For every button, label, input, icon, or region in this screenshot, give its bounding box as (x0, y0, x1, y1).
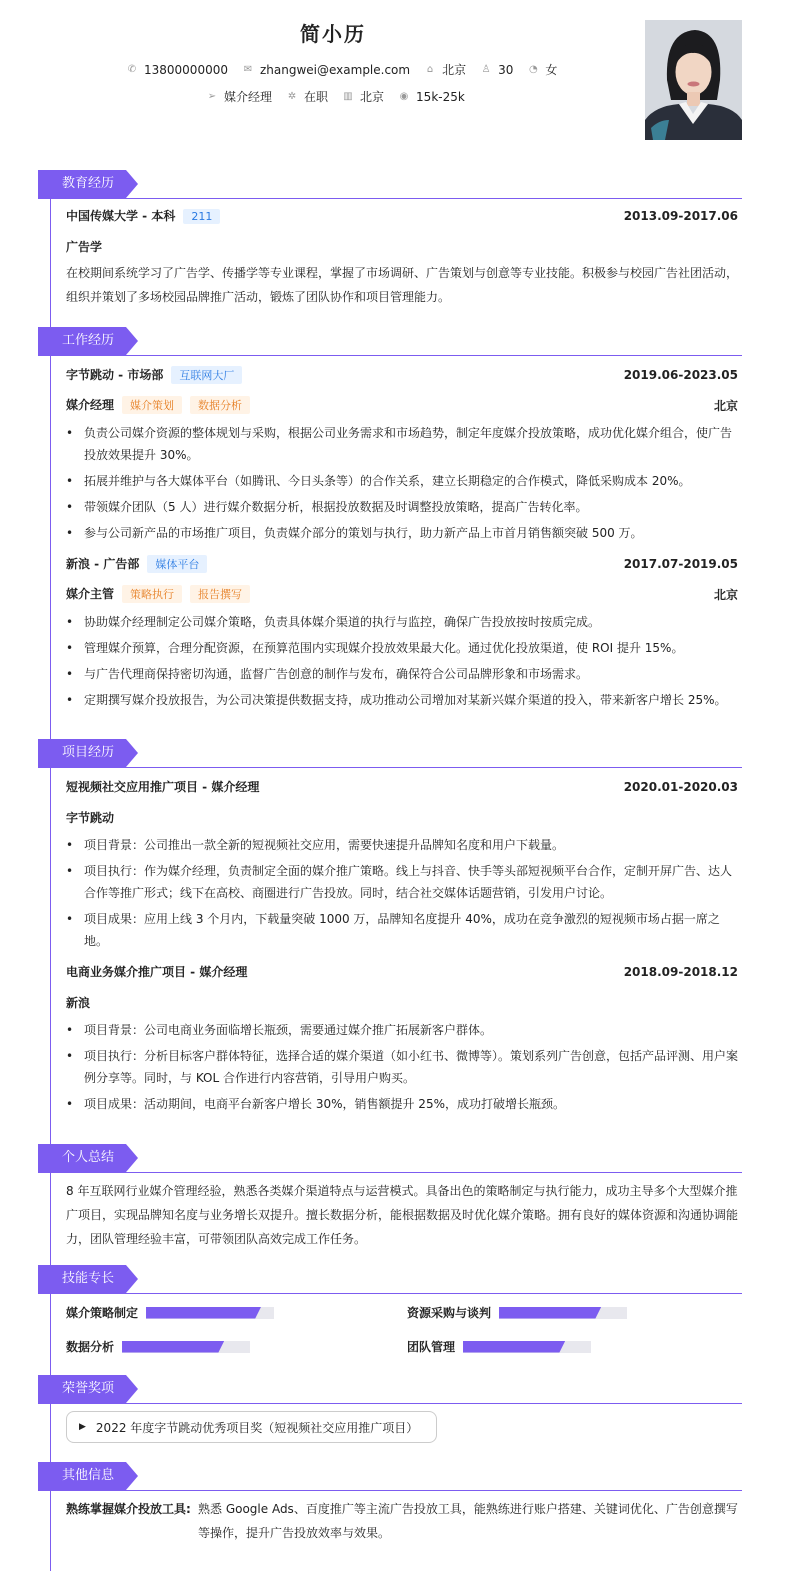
work-bullet: • 负责公司媒介资源的整体规划与采购，根据公司业务需求和市场趋势，制定年度媒介投放策略，成功优化媒介组合，使广告投放效果提升 30%。 (66, 422, 738, 466)
work-bullet: • 定期撰写媒介投放报告，为公司决策提供数据支持，成功推动公司增加对某新兴媒介渠道的投入，带来新客户增长 25%。 (66, 689, 738, 711)
education-major: 广告学 (66, 240, 103, 254)
home-icon: ⌂ (426, 63, 434, 75)
education-school: 中国传媒大学 - 本科 (66, 209, 176, 223)
others-text: 熟悉 Google Ads、百度推广等主流广告投放工具，能熟练进行账户搭建、关键词优化、广告创意撰写等操作，提升广告投放效率与效果。 (198, 1502, 738, 1540)
section-divider (38, 1490, 742, 1491)
skill-item (407, 1304, 627, 1321)
work-company: 字节跳动 - 市场部 (66, 368, 164, 382)
age-item (480, 63, 513, 77)
education-date: 2013.09-2017.06 (623, 208, 738, 223)
age-icon: ♙ (481, 63, 491, 75)
project-bullet: • 项目背景：公司推出一款全新的短视频社交应用，需要快速提升品牌知名度和用户下载量。 (66, 834, 738, 856)
work-role: 媒介经理 (66, 398, 115, 412)
project-bullet: • 项目成果：活动期间，电商平台新客户增长 30%，销售额提升 25%，成功打破增长瓶颈。 (66, 1093, 738, 1115)
project-bullet: • 项目执行：分析目标客户群体特征，选择合适的媒介渠道（如小红书、微博等）。策划系列广告创意，包括产品评测、用户案例分享等。同时，与 KOL 合作进行内容营销，引导用户购买。 (66, 1045, 738, 1089)
project-date: 2018.09-2018.12 (623, 964, 738, 979)
portrait-illustration (645, 20, 742, 140)
salary-value: 15k-25k (416, 89, 465, 104)
work-bullet: • 管理媒介预算，合理分配资源，在预算范围内实现媒介投放效果最大化。通过优化投放渠道，使 ROI 提升 15%。 (66, 637, 738, 659)
work-city: 北京 (713, 398, 738, 413)
location-item (424, 61, 466, 78)
salary-icon: ◉ (399, 90, 409, 102)
work-role-row (66, 396, 738, 414)
work-bullet: • 拓展并维护与各大媒体平台（如腾讯、今日头条等）的合作关系，建立长期稳定的合作模式，降低采购成本 20%。 (66, 470, 738, 492)
city-value: 北京 (360, 90, 385, 104)
timeline-line (50, 186, 51, 1571)
skill-name: 媒介策略制定 (66, 1306, 139, 1320)
work-company: 新浪 - 广告部 (66, 557, 140, 571)
skill-bar-fill (463, 1341, 565, 1353)
work-role-wrap (66, 396, 250, 414)
project-bullet: • 项目执行：作为媒介经理，负责制定全面的媒介推广策略。线上与抖音、快手等头部短视频平台合作，定制开屏广告、达人合作等推广形式；线下在高校、商圈进行广告投放。同时，结合社交媒体话题营销，引发用户讨论。 (66, 860, 738, 904)
work-date: 2017.07-2019.05 (623, 557, 738, 571)
skill-bar-fill (122, 1341, 224, 1353)
project-bullets (66, 1019, 738, 1115)
education-header (66, 207, 738, 224)
project-header (66, 778, 738, 795)
work-header (66, 555, 738, 573)
location-value: 北京 (442, 63, 467, 77)
work-role-wrap (66, 585, 250, 603)
work-bullet: • 与广告代理商保持密切沟通，监督广告创意的制作与发布，确保符合公司品牌形象和市场需求。 (66, 663, 738, 685)
project-bullet: • 项目背景：公司电商业务面临增长瓶颈，需要通过媒介推广拓展新客户群体。 (66, 1019, 738, 1041)
age-value: 30 (498, 62, 514, 77)
section-title-others: 其他信息 (38, 1462, 126, 1490)
work-header (66, 366, 738, 384)
summary-text: 8 年互联网行业媒介管理经验，熟悉各类媒介渠道特点与运营模式。具备出色的策略制定与执行能力，成功主导多个大型媒介推广项目，实现品牌知名度与业务增长双提升。擅长数据分析，能根据数据及时优化媒介策略。拥有良好的媒体资源和沟通协调能力，团队管理经验丰富，可带领团队高效完成工作任务。 (66, 1184, 739, 1246)
work-company-wrap (66, 366, 242, 384)
section-title-work: 工作经历 (38, 327, 126, 355)
project-entry (66, 963, 738, 1119)
status-icon: ✲ (287, 90, 297, 102)
work-tag: 媒体平台 (147, 555, 207, 573)
skill-name: 团队管理 (407, 1340, 456, 1354)
candidate-name: 简小历 (300, 22, 366, 46)
work-skill-tag: 媒介策划 (122, 396, 182, 414)
project-entry (66, 778, 738, 956)
position-item (206, 88, 272, 105)
work-skill-tag: 策略执行 (122, 585, 182, 603)
section-divider (38, 1293, 742, 1294)
section-divider (38, 355, 742, 356)
gender-item (527, 61, 557, 78)
email-item (242, 63, 410, 77)
work-role-row (66, 585, 738, 603)
skill-bar (463, 1341, 591, 1353)
skill-bar (499, 1307, 627, 1319)
phone-item (126, 63, 228, 77)
status-value: 在职 (304, 90, 329, 104)
skill-bar-fill (146, 1307, 261, 1319)
phone-icon: ✆ (127, 63, 137, 75)
skill-item (66, 1304, 274, 1321)
send-icon: ➢ (207, 90, 217, 102)
section-title-summary: 个人总结 (38, 1144, 126, 1172)
work-company-wrap (66, 555, 207, 573)
others-entry (66, 1497, 738, 1545)
skill-item (407, 1338, 591, 1355)
skill-name: 数据分析 (66, 1340, 115, 1354)
work-bullets (66, 611, 738, 711)
project-title: 电商业务媒介推广项目 - 媒介经理 (66, 965, 248, 979)
skill-bar (146, 1307, 274, 1319)
education-desc: 在校期间系统学习了广告学、传播学等专业课程，掌握了市场调研、广告策划与创意等专业技能。积极参与校园广告社团活动，组织并策划了多场校园品牌推广活动，锻炼了团队协作和项目管理能力。 (66, 266, 739, 304)
work-entry (66, 555, 738, 715)
work-skill-tag: 报告撰写 (190, 585, 250, 603)
others-label: 熟练掌握媒介投放工具: (66, 1502, 191, 1516)
caret-right-icon: ▶ (79, 1422, 86, 1432)
education-entry (66, 207, 738, 309)
project-company: 新浪 (66, 996, 91, 1010)
building-icon: ▥ (343, 90, 353, 102)
work-bullet: • 协助媒介经理制定公司媒介策略，负责具体媒介渠道的执行与监控，确保广告投放按时按质完成。 (66, 611, 738, 633)
work-tag: 互联网大厂 (171, 366, 242, 384)
education-tag: 211 (183, 209, 220, 224)
job-intent-row (206, 88, 479, 105)
section-title-skills: 技能专长 (38, 1265, 126, 1293)
skill-bar-fill (499, 1307, 601, 1319)
gender-icon: ◔ (529, 63, 538, 75)
work-bullets (66, 422, 738, 544)
skill-item (66, 1338, 250, 1355)
work-bullet: • 带领媒介团队（5 人）进行媒介数据分析，根据投放数据及时调整投放策略，提高广告转化率。 (66, 496, 738, 518)
salary-item (398, 90, 465, 104)
work-city: 北京 (713, 587, 738, 602)
email-value: zhangwei@example.com (259, 62, 411, 77)
work-bullet: • 参与公司新产品的市场推广项目，负责媒介部分的策划与执行，助力新产品上市首月销售额突破 500 万。 (66, 522, 738, 544)
skill-bar (122, 1341, 250, 1353)
section-divider (38, 1172, 742, 1173)
section-title-education: 教育经历 (38, 170, 126, 198)
project-title: 短视频社交应用推广项目 - 媒介经理 (66, 780, 260, 794)
phone-value: 13800000000 (144, 62, 228, 77)
city-item (342, 88, 384, 105)
work-date: 2019.06-2023.05 (623, 368, 738, 382)
gender-value: 女 (545, 63, 558, 77)
section-title-awards: 荣誉奖项 (38, 1375, 126, 1403)
work-skill-tag: 数据分析 (190, 396, 250, 414)
work-entry (66, 366, 738, 548)
education-school-wrap (66, 207, 220, 224)
position-value: 媒介经理 (224, 90, 273, 104)
section-divider (38, 198, 742, 199)
award-item[interactable] (66, 1411, 437, 1443)
project-header (66, 963, 738, 980)
award-text: 2022 年度字节跳动优秀项目奖（短视频社交应用推广项目） (95, 1420, 419, 1435)
work-role: 媒介主管 (66, 587, 115, 601)
project-date: 2020.01-2020.03 (623, 779, 738, 794)
section-divider (38, 767, 742, 768)
avatar-photo (645, 20, 742, 140)
project-bullet: • 项目成果：应用上线 3 个月内，下载量突破 1000 万，品牌知名度提升 40%，成功在竞争激烈的短视频市场占据一席之地。 (66, 908, 738, 952)
section-divider (38, 1403, 742, 1404)
project-company: 字节跳动 (66, 811, 115, 825)
status-item (286, 88, 328, 105)
skill-name: 资源采购与谈判 (407, 1306, 492, 1320)
project-bullets (66, 834, 738, 952)
resume-header (0, 0, 794, 150)
email-icon: ✉ (243, 63, 253, 75)
section-title-projects: 项目经历 (38, 739, 126, 767)
contact-row (126, 61, 571, 78)
